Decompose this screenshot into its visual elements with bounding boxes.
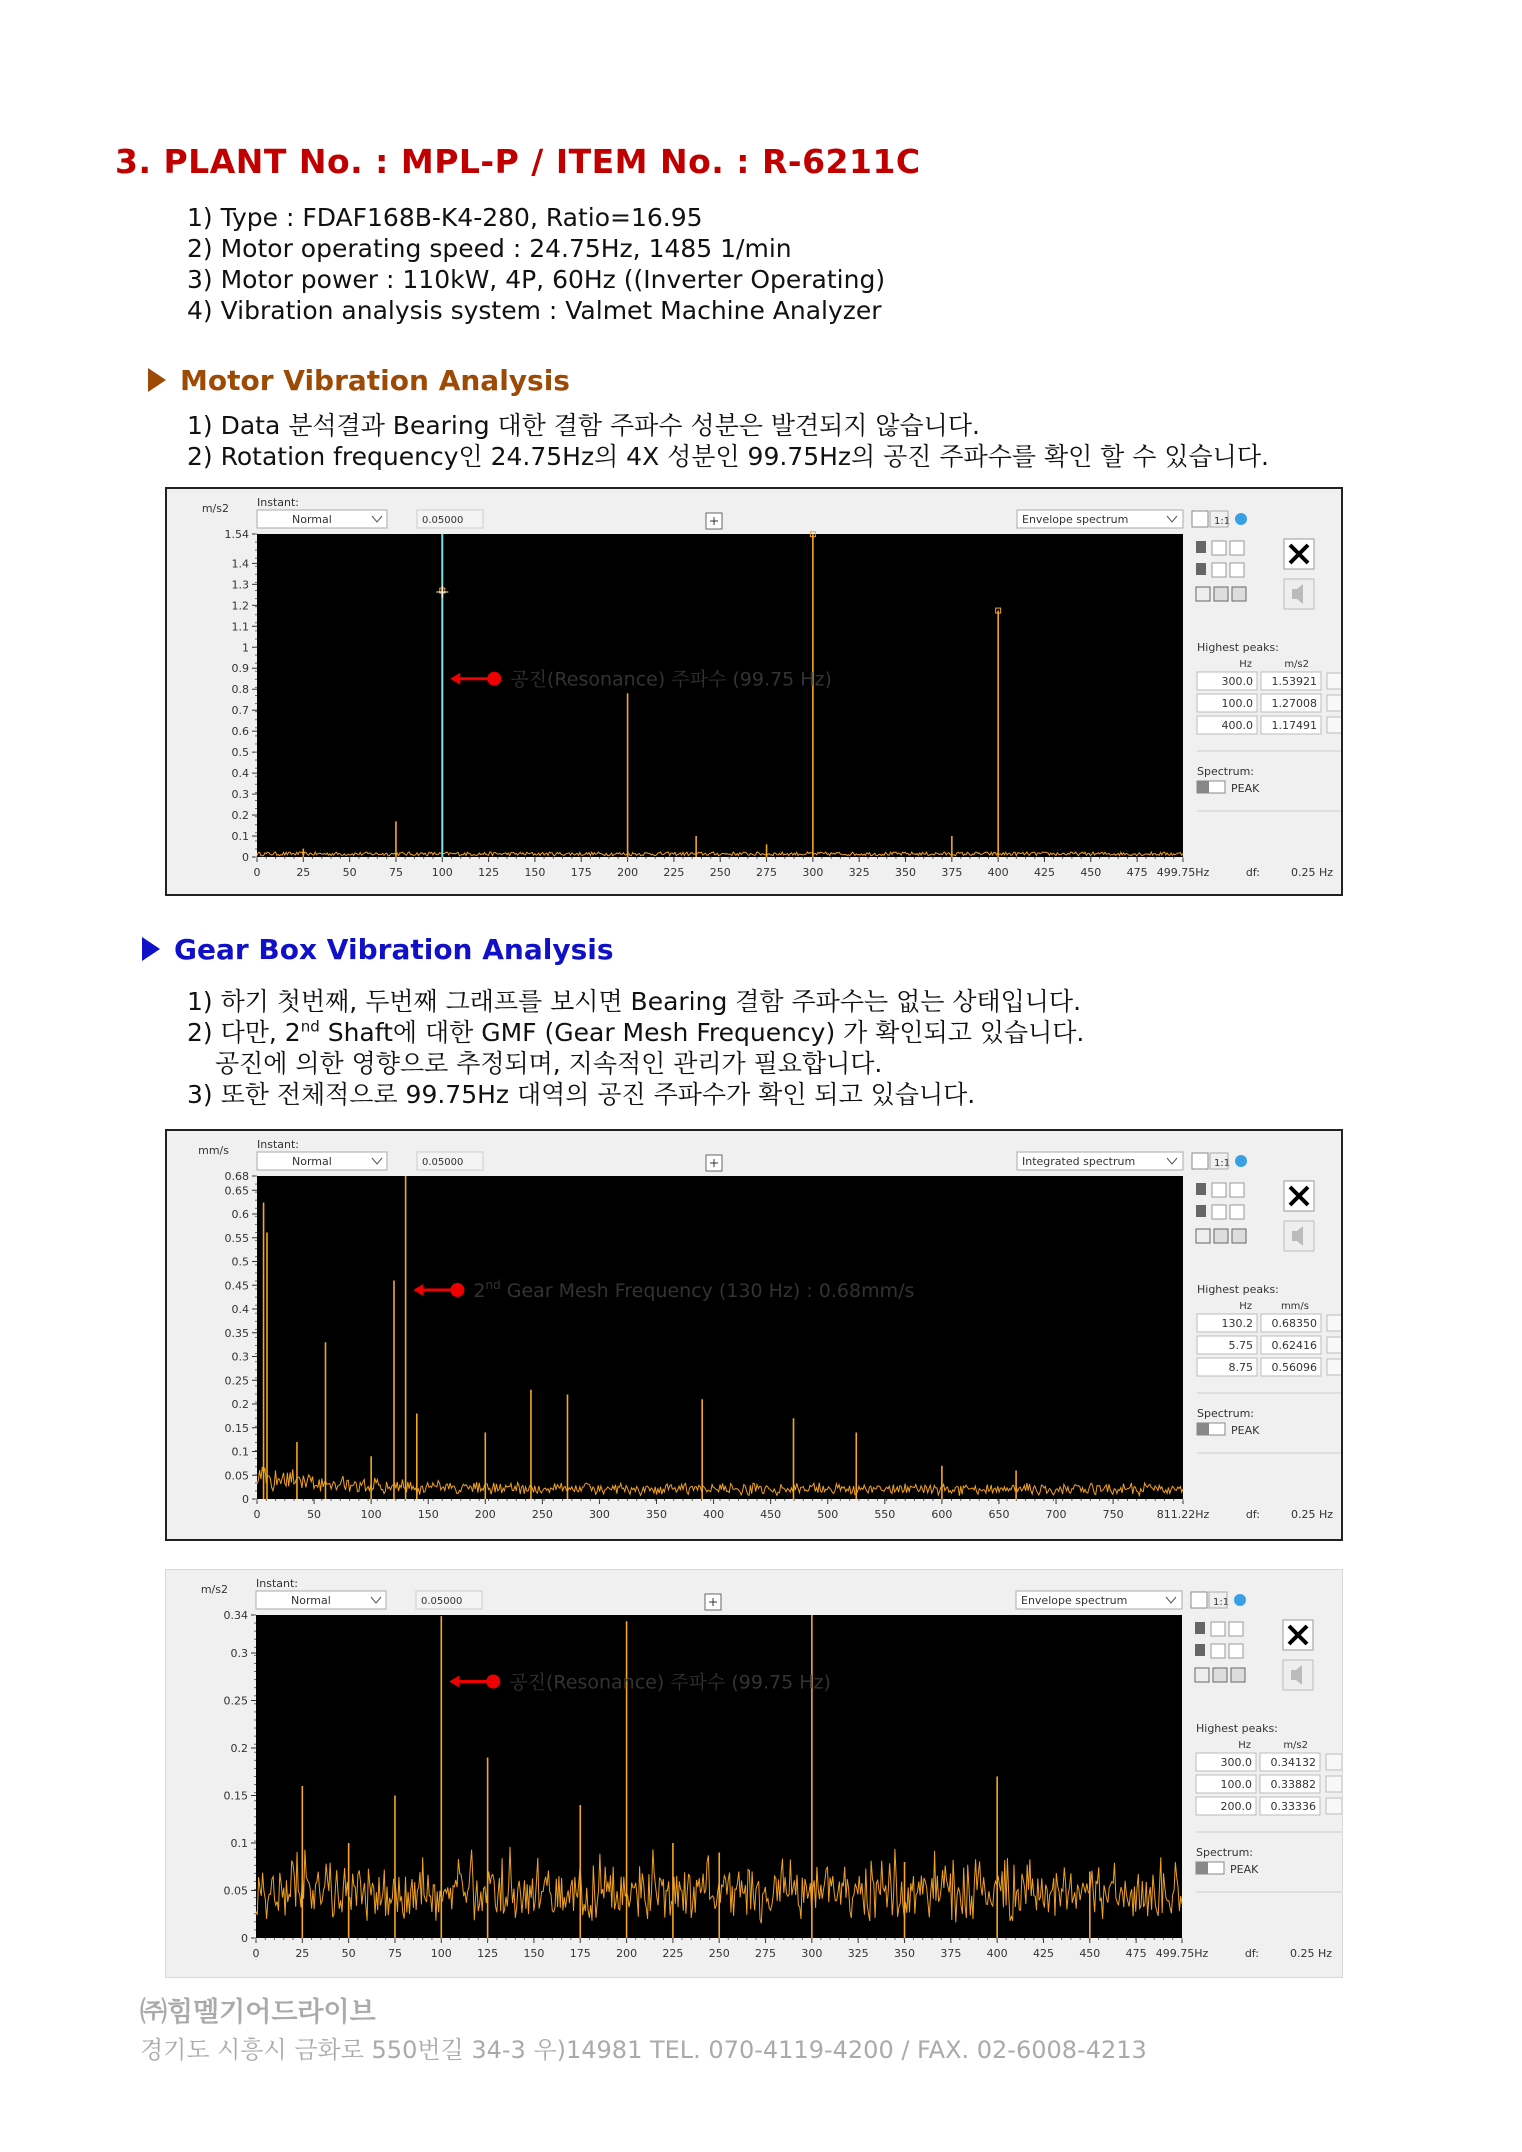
plot-area bbox=[257, 534, 1183, 857]
y-tick-label: 0.6 bbox=[231, 725, 249, 739]
y-tick-label: 0.35 bbox=[224, 1326, 249, 1340]
peak-goto-button[interactable] bbox=[1327, 1337, 1341, 1353]
gearbox-envelope-spectrum-panel bbox=[165, 1569, 1343, 1978]
x-tick-label: 275 bbox=[756, 866, 778, 879]
footer-address: 경기도 시흥시 금화로 550번길 34-3 우)14981 TEL. 070-4119-4200 / FAX. 02-6008-4213 bbox=[140, 2036, 1147, 2064]
instant-label: Instant: bbox=[257, 1138, 299, 1151]
highest-peaks-label: Highest peaks: bbox=[1197, 641, 1279, 654]
hz-column-header: Hz bbox=[1238, 1740, 1251, 1751]
triangle-bullet-icon bbox=[148, 368, 166, 392]
y-tick-label: 1.54 bbox=[224, 528, 249, 541]
y-tick-label: 0.3 bbox=[230, 1647, 248, 1660]
x-tick-label: 475 bbox=[1126, 866, 1148, 879]
lock-icon[interactable] bbox=[1196, 1183, 1206, 1195]
x-tick-label: 25 bbox=[296, 866, 311, 879]
gearbox-line-2b: 공진에 의한 영향으로 추정되며, 지속적인 관리가 필요합니다. bbox=[215, 1049, 883, 1078]
x-tick-label: 100 bbox=[430, 1947, 452, 1960]
peak-value: 1.17491 bbox=[1271, 719, 1317, 732]
y-tick-label: 0.9 bbox=[231, 662, 249, 676]
peak-value: 0.33882 bbox=[1270, 1778, 1316, 1791]
x-tick-label: 450 bbox=[1080, 866, 1102, 879]
x-tick-label: 50 bbox=[341, 1947, 356, 1960]
grid-icon[interactable] bbox=[1196, 1229, 1210, 1243]
x-tick-label: 450 bbox=[1079, 1947, 1101, 1960]
x-tick-label: 200 bbox=[474, 1508, 496, 1521]
y-tick-label: 0.25 bbox=[224, 1374, 249, 1388]
x-tick-label: 375 bbox=[940, 1947, 962, 1960]
lock-icon[interactable] bbox=[1195, 1622, 1205, 1634]
value-column-header: mm/s bbox=[1280, 1301, 1309, 1312]
x-tick-label: 350 bbox=[895, 866, 917, 879]
x-tick-label: 500 bbox=[817, 1508, 839, 1521]
y-tick-label: 0.25 bbox=[223, 1694, 248, 1708]
value-column-header: m/s2 bbox=[1283, 1740, 1308, 1751]
axis-fit-icon[interactable] bbox=[1212, 541, 1226, 555]
y-tick-label: 0.2 bbox=[230, 1742, 248, 1755]
peak-hz-value: 5.75 bbox=[1228, 1339, 1253, 1352]
x-tick-label: 125 bbox=[477, 1947, 499, 1960]
peak-value: 0.56096 bbox=[1271, 1361, 1317, 1374]
lock-icon[interactable] bbox=[1196, 541, 1206, 553]
peak-hz-value: 8.75 bbox=[1228, 1361, 1253, 1374]
axis-fit-icon[interactable] bbox=[1211, 1622, 1225, 1636]
ratio-button-label: 1:1 bbox=[1214, 516, 1231, 527]
axis-lin-icon[interactable] bbox=[1230, 1205, 1244, 1219]
x-tick-label: 150 bbox=[524, 866, 546, 879]
y-tick-label: 0.3 bbox=[231, 1350, 249, 1364]
spectrum-label: Spectrum: bbox=[1197, 765, 1255, 778]
peak-goto-button[interactable] bbox=[1327, 717, 1341, 733]
x-tick-label: 100 bbox=[431, 866, 453, 879]
gearbox-line-2-post: Shaft에 대한 GMF (Gear Mesh Frequency) 가 확인되고 있습니다. bbox=[319, 1018, 1085, 1047]
axis-fit-icon[interactable] bbox=[1212, 1205, 1226, 1219]
motor-section-label: Motor Vibration Analysis bbox=[180, 364, 570, 397]
value-input-text: 0.05000 bbox=[421, 1596, 463, 1607]
y-tick-label: 1 bbox=[242, 641, 249, 655]
annotation-dot bbox=[486, 1675, 500, 1689]
x-tick-label: 225 bbox=[662, 1947, 684, 1960]
y-tick-label: 0.68 bbox=[224, 1170, 249, 1183]
grid-icon[interactable] bbox=[1195, 1668, 1209, 1682]
x-tick-label: 125 bbox=[478, 866, 500, 879]
spectrum-chart bbox=[167, 1131, 1341, 1539]
spectrum-type-select[interactable] bbox=[1017, 1152, 1183, 1170]
x-tick-label: 750 bbox=[1102, 1508, 1124, 1521]
y-unit-label: mm/s bbox=[198, 1144, 229, 1157]
lock-icon[interactable] bbox=[1196, 1205, 1206, 1217]
y-tick-label: 0.2 bbox=[231, 809, 249, 823]
zoom-icon[interactable] bbox=[1214, 587, 1228, 601]
peak-toggle-knob bbox=[1197, 1423, 1209, 1435]
highest-peaks-label: Highest peaks: bbox=[1197, 1283, 1279, 1296]
spectrum-type-value: Integrated spectrum bbox=[1022, 1155, 1136, 1168]
annotation-post: Gear Mesh Frequency (130 Hz) : 0.68mm/s bbox=[500, 1280, 915, 1302]
triangle-bullet-icon bbox=[142, 937, 160, 961]
df-value: 0.25 Hz bbox=[1290, 1508, 1333, 1521]
axis-fit-icon[interactable] bbox=[1212, 563, 1226, 577]
y-tick-label: 0.05 bbox=[223, 1884, 248, 1898]
axis-lin-icon[interactable] bbox=[1229, 1622, 1243, 1636]
peak-goto-button[interactable] bbox=[1326, 1754, 1342, 1770]
value-input-text: 0.05000 bbox=[422, 1157, 464, 1168]
df-label: df: bbox=[1245, 1508, 1260, 1521]
peak-value: 0.68350 bbox=[1271, 1317, 1317, 1330]
y-tick-label: 0.4 bbox=[231, 1303, 249, 1316]
x-tick-label: 250 bbox=[709, 866, 731, 879]
peak-goto-button[interactable] bbox=[1326, 1798, 1342, 1814]
peak-toggle-knob bbox=[1197, 781, 1209, 793]
x-tick-label: 0 bbox=[253, 866, 261, 879]
peak-hz-value: 200.0 bbox=[1220, 1800, 1252, 1813]
df-value: 0.25 Hz bbox=[1290, 866, 1333, 879]
x-tick-label: 150 bbox=[417, 1508, 439, 1521]
x-tick-label: 225 bbox=[663, 866, 685, 879]
x-tick-label: 325 bbox=[847, 1947, 869, 1960]
y-tick-label: 0.15 bbox=[223, 1789, 248, 1803]
x-tick-label: 325 bbox=[848, 866, 870, 879]
y-tick-label: 0.65 bbox=[224, 1184, 249, 1198]
x-tick-label: 700 bbox=[1045, 1508, 1067, 1521]
y-tick-label: 0.1 bbox=[231, 1445, 249, 1459]
annotation-dot bbox=[487, 672, 501, 686]
x-tick-label: 650 bbox=[988, 1508, 1010, 1521]
x-tick-label: 400 bbox=[703, 1508, 725, 1521]
x-tick-label: 0 bbox=[253, 1508, 261, 1521]
xy-scale-icon[interactable] bbox=[1192, 1153, 1208, 1169]
spectrum-type-select[interactable] bbox=[1017, 510, 1183, 528]
y-tick-label: 0.1 bbox=[231, 830, 249, 844]
page-heading: 3. PLANT No. : MPL-P / ITEM No. : R-6211C bbox=[115, 142, 921, 181]
y-tick-label: 0.6 bbox=[231, 1208, 249, 1221]
lock-icon[interactable] bbox=[1196, 563, 1206, 575]
snowflake-icon[interactable] bbox=[1235, 1155, 1247, 1167]
peak-toggle-label: PEAK bbox=[1230, 1863, 1259, 1876]
spec-type: 1) Type : FDAF168B-K4-280, Ratio=16.95 bbox=[187, 203, 703, 232]
y-tick-label: 0.8 bbox=[231, 683, 249, 697]
value-column-header: m/s2 bbox=[1284, 659, 1309, 670]
x-tick-label: 499.75Hz bbox=[1156, 866, 1210, 879]
peak-toggle-label: PEAK bbox=[1231, 782, 1260, 795]
x-tick-label: 250 bbox=[531, 1508, 553, 1521]
y-tick-label: 0.1 bbox=[230, 1837, 248, 1850]
df-label: df: bbox=[1244, 1947, 1259, 1960]
spec-power: 3) Motor power : 110kW, 4P, 60Hz ((Inverter Operating) bbox=[187, 265, 886, 294]
peak-value: 0.62416 bbox=[1271, 1339, 1317, 1352]
x-tick-label: 375 bbox=[941, 866, 963, 879]
x-tick-label: 50 bbox=[307, 1508, 322, 1521]
y-tick-label: 1.1 bbox=[231, 620, 249, 634]
motor-line-1: 1) Data 분석결과 Bearing 대한 결함 주파수 성분은 발견되지 않습니다. bbox=[187, 411, 980, 440]
axis-lin-icon[interactable] bbox=[1230, 541, 1244, 555]
annotation-dot bbox=[450, 1283, 464, 1297]
x-tick-label: 400 bbox=[986, 1947, 1008, 1960]
gearbox-integrated-spectrum-panel bbox=[165, 1129, 1343, 1541]
peak-goto-button[interactable] bbox=[1327, 695, 1341, 711]
xy-scale-icon[interactable] bbox=[1192, 511, 1208, 527]
peak-toggle-knob bbox=[1196, 1862, 1208, 1874]
x-tick-label: 550 bbox=[874, 1508, 896, 1521]
y-unit-label: m/s2 bbox=[200, 1583, 228, 1596]
peak-goto-button[interactable] bbox=[1327, 673, 1341, 689]
y-tick-label: 1.4 bbox=[231, 557, 249, 571]
peak-goto-button[interactable] bbox=[1327, 1315, 1341, 1331]
y-tick-label: 0.05 bbox=[224, 1469, 249, 1483]
x-tick-label: 811.22Hz bbox=[1156, 1508, 1210, 1521]
x-tick-label: 499.75Hz bbox=[1155, 1947, 1209, 1960]
motor-section-title bbox=[148, 364, 570, 397]
hz-column-header: Hz bbox=[1239, 659, 1252, 670]
spectrum-chart bbox=[167, 489, 1341, 894]
x-tick-label: 450 bbox=[760, 1508, 782, 1521]
spec-system: 4) Vibration analysis system : Valmet Machine Analyzer bbox=[187, 296, 882, 325]
highest-peaks-label: Highest peaks: bbox=[1196, 1722, 1278, 1735]
y-tick-label: 0 bbox=[242, 851, 249, 864]
y-tick-label: 0.5 bbox=[231, 1255, 249, 1269]
instant-label: Instant: bbox=[256, 1577, 298, 1590]
y-tick-label: 1.2 bbox=[231, 599, 249, 613]
df-label: df: bbox=[1245, 866, 1260, 879]
x-tick-label: 75 bbox=[388, 866, 403, 879]
x-tick-label: 100 bbox=[360, 1508, 382, 1521]
axis-lin-icon[interactable] bbox=[1229, 1644, 1243, 1658]
x-tick-label: 200 bbox=[617, 866, 639, 879]
x-tick-label: 475 bbox=[1125, 1947, 1147, 1960]
annotation-sup: nd bbox=[485, 1278, 501, 1292]
x-tick-label: 0 bbox=[252, 1947, 260, 1960]
xy-scale-icon[interactable] bbox=[1191, 1592, 1207, 1608]
peak-hz-value: 130.2 bbox=[1221, 1317, 1253, 1330]
x-tick-label: 425 bbox=[1032, 1947, 1054, 1960]
y-tick-label: 0.3 bbox=[231, 788, 249, 802]
peak-hz-value: 100.0 bbox=[1220, 1778, 1252, 1791]
hand-icon[interactable] bbox=[1232, 1229, 1246, 1243]
peak-goto-button[interactable] bbox=[1327, 1359, 1341, 1375]
hz-column-header: Hz bbox=[1239, 1301, 1252, 1312]
axis-fit-icon[interactable] bbox=[1212, 1183, 1226, 1197]
x-tick-label: 300 bbox=[802, 866, 824, 879]
y-tick-label: 0.7 bbox=[231, 704, 249, 718]
x-tick-label: 300 bbox=[801, 1947, 823, 1960]
axis-fit-icon[interactable] bbox=[1211, 1644, 1225, 1658]
peak-value: 1.27008 bbox=[1271, 697, 1317, 710]
gearbox-line-2-pre: 2) 다만, 2 bbox=[187, 1018, 301, 1047]
instant-label: Instant: bbox=[257, 496, 299, 509]
x-tick-label: 300 bbox=[588, 1508, 610, 1521]
annotation-text: 공진(Resonance) 주파수 (99.75 Hz) bbox=[509, 1671, 831, 1694]
lock-icon[interactable] bbox=[1195, 1644, 1205, 1656]
gearbox-line-3: 3) 또한 전체적으로 99.75Hz 대역의 공진 주파수가 확인 되고 있습니다. bbox=[187, 1080, 976, 1109]
spectrum-type-select[interactable] bbox=[1016, 1591, 1182, 1609]
mode-select[interactable] bbox=[257, 1152, 387, 1170]
mode-select-value: Normal bbox=[292, 513, 332, 526]
peak-toggle-label: PEAK bbox=[1231, 1424, 1260, 1437]
peak-value: 0.33336 bbox=[1270, 1800, 1316, 1813]
axis-lin-icon[interactable] bbox=[1230, 1183, 1244, 1197]
y-tick-label: 0.34 bbox=[223, 1609, 248, 1622]
y-tick-label: 0.55 bbox=[224, 1231, 249, 1245]
plot-area bbox=[257, 1176, 1183, 1499]
x-tick-label: 150 bbox=[523, 1947, 545, 1960]
hand-icon[interactable] bbox=[1232, 587, 1246, 601]
annotation-text bbox=[473, 1278, 914, 1302]
spectrum-type-value: Envelope spectrum bbox=[1021, 1594, 1128, 1607]
x-tick-label: 425 bbox=[1033, 866, 1055, 879]
peak-hz-value: 100.0 bbox=[1221, 697, 1253, 710]
motor-line-2: 2) Rotation frequency인 24.75Hz의 4X 성분인 99.75Hz의 공진 주파수를 확인 할 수 있습니다. bbox=[187, 442, 1269, 471]
y-tick-label: 0.45 bbox=[224, 1279, 249, 1293]
df-value: 0.25 Hz bbox=[1289, 1947, 1332, 1960]
y-tick-label: 0.5 bbox=[231, 746, 249, 760]
gearbox-section-label: Gear Box Vibration Analysis bbox=[174, 933, 614, 966]
zoom-icon[interactable] bbox=[1214, 1229, 1228, 1243]
peak-value: 1.53921 bbox=[1271, 675, 1317, 688]
x-tick-label: 200 bbox=[616, 1947, 638, 1960]
x-tick-label: 25 bbox=[295, 1947, 310, 1960]
x-tick-label: 600 bbox=[931, 1508, 953, 1521]
x-tick-label: 175 bbox=[570, 866, 592, 879]
peak-hz-value: 300.0 bbox=[1221, 675, 1253, 688]
spectrum-chart bbox=[166, 1570, 1342, 1977]
spectrum-label: Spectrum: bbox=[1196, 1846, 1254, 1859]
motor-envelope-spectrum-panel bbox=[165, 487, 1343, 896]
ratio-button-label: 1:1 bbox=[1214, 1158, 1231, 1169]
x-tick-label: 275 bbox=[755, 1947, 777, 1960]
y-tick-label: 0 bbox=[241, 1932, 248, 1945]
gearbox-line-1: 1) 하기 첫번째, 두번째 그래프를 보시면 Bearing 결함 주파수는 없는 상태입니다. bbox=[187, 987, 1082, 1016]
snowflake-icon[interactable] bbox=[1234, 1594, 1246, 1606]
zoom-icon[interactable] bbox=[1213, 1668, 1227, 1682]
y-tick-label: 0.2 bbox=[231, 1398, 249, 1411]
spec-speed: 2) Motor operating speed : 24.75Hz, 1485 1/min bbox=[187, 234, 792, 263]
spectrum-label: Spectrum: bbox=[1197, 1407, 1255, 1420]
gearbox-line-2-sup: nd bbox=[300, 1017, 320, 1036]
peak-hz-value: 400.0 bbox=[1221, 719, 1253, 732]
y-tick-label: 1.3 bbox=[231, 578, 249, 592]
gearbox-section-title bbox=[142, 933, 614, 966]
x-tick-label: 400 bbox=[987, 866, 1009, 879]
axis-lin-icon[interactable] bbox=[1230, 563, 1244, 577]
x-tick-label: 175 bbox=[569, 1947, 591, 1960]
annotation-text: 공진(Resonance) 주파수 (99.75 Hz) bbox=[510, 668, 832, 691]
x-tick-label: 75 bbox=[387, 1947, 402, 1960]
x-tick-label: 50 bbox=[342, 866, 357, 879]
mode-select[interactable] bbox=[257, 510, 387, 528]
x-tick-label: 350 bbox=[894, 1947, 916, 1960]
grid-icon[interactable] bbox=[1196, 587, 1210, 601]
mode-select-value: Normal bbox=[292, 1155, 332, 1168]
value-input-text: 0.05000 bbox=[422, 515, 464, 526]
spectrum-type-value: Envelope spectrum bbox=[1022, 513, 1129, 526]
mode-select[interactable] bbox=[256, 1591, 386, 1609]
annotation-pre: 2 bbox=[473, 1280, 486, 1302]
y-unit-label: m/s2 bbox=[201, 502, 229, 515]
y-tick-label: 0 bbox=[242, 1493, 249, 1506]
mode-select-value: Normal bbox=[291, 1594, 331, 1607]
x-tick-label: 250 bbox=[708, 1947, 730, 1960]
peak-hz-value: 300.0 bbox=[1220, 1756, 1252, 1769]
peak-goto-button[interactable] bbox=[1326, 1776, 1342, 1792]
ratio-button-label: 1:1 bbox=[1213, 1597, 1230, 1608]
snowflake-icon[interactable] bbox=[1235, 513, 1247, 525]
y-tick-label: 0.15 bbox=[224, 1421, 249, 1435]
y-tick-label: 0.4 bbox=[231, 767, 249, 781]
hand-icon[interactable] bbox=[1231, 1668, 1245, 1682]
peak-value: 0.34132 bbox=[1270, 1756, 1316, 1769]
x-tick-label: 350 bbox=[646, 1508, 668, 1521]
footer-company: ㈜힘멜기어드라이브 bbox=[140, 1997, 376, 2028]
